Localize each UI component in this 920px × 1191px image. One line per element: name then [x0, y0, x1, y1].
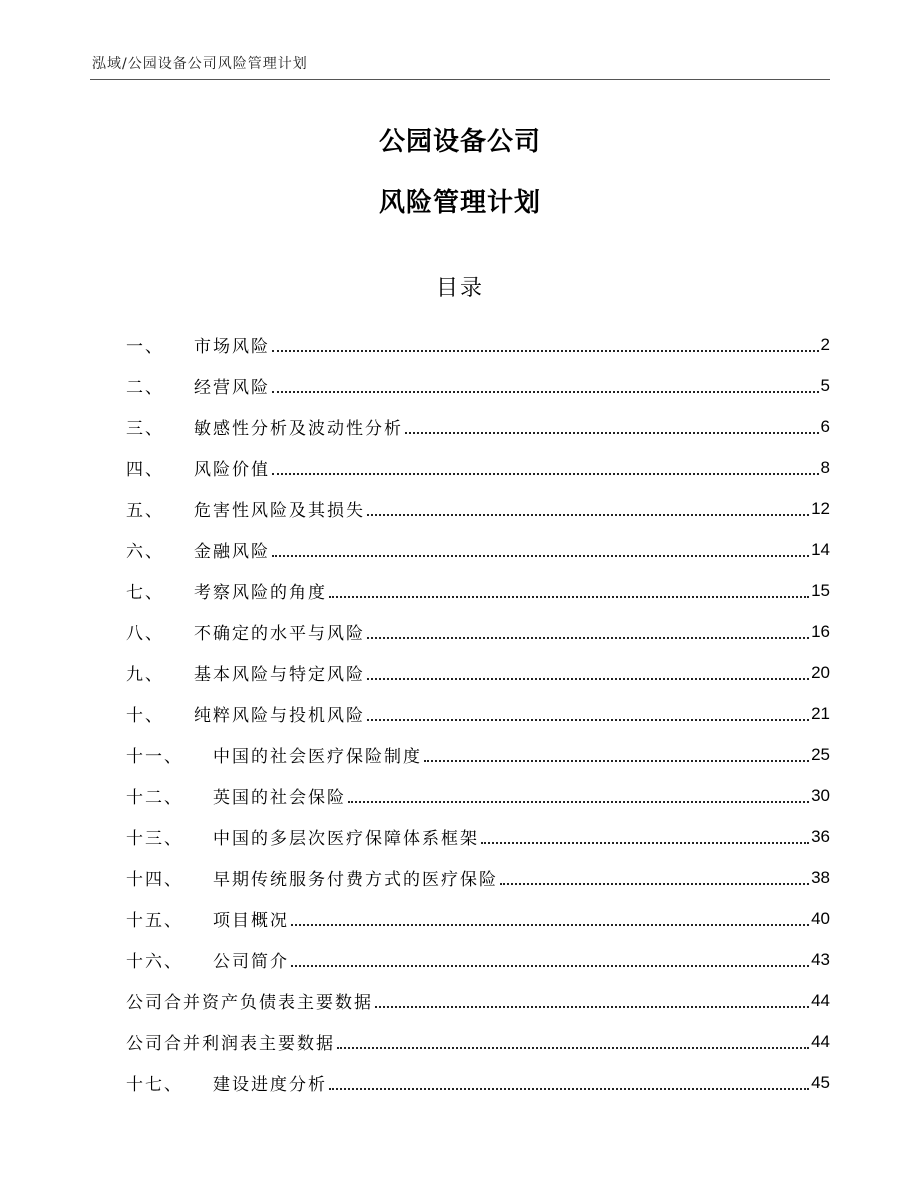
toc-entry[interactable] [126, 816, 830, 857]
toc-dot-leader [481, 842, 809, 844]
toc-entry-label [126, 496, 365, 521]
toc-dot-leader [272, 391, 819, 393]
toc-entry-number: 十七、 [126, 1075, 183, 1095]
toc-entry-number: 一、 [126, 337, 164, 357]
toc-dot-leader [367, 678, 809, 680]
toc-entry-page-number: 45 [811, 1072, 830, 1092]
toc-entry-number: 九、 [126, 665, 164, 685]
toc-entry-text: 危害性风险及其损失 [194, 501, 365, 521]
toc-entry-page-number: 5 [820, 375, 830, 395]
toc-entry-number: 十三、 [126, 829, 183, 849]
toc-entry-number: 十五、 [126, 911, 183, 931]
toc-entry-text: 公司简介 [213, 952, 289, 972]
toc-entry-page-number: 36 [811, 826, 830, 846]
toc-entry-label [126, 537, 270, 562]
toc-entry-number: 十六、 [126, 952, 183, 972]
toc-entry-text: 中国的多层次医疗保障体系框架 [213, 829, 479, 849]
toc-dot-leader [291, 924, 809, 926]
toc-entry-label [126, 824, 479, 849]
toc-entry-number: 十一、 [126, 747, 183, 767]
toc-entry-page-number: 38 [811, 867, 830, 887]
toc-entry-label [126, 988, 373, 1013]
running-header: 泓域/公园设备公司风险管理计划 [92, 56, 308, 72]
toc-entry[interactable] [126, 652, 830, 693]
toc-entry-text: 敏感性分析及波动性分析 [194, 419, 403, 439]
toc-dot-leader [329, 596, 809, 598]
toc-dot-leader [329, 1088, 809, 1090]
toc-dot-leader [424, 760, 809, 762]
toc-entry-page-number: 2 [820, 334, 830, 354]
toc-entry-text: 纯粹风险与投机风险 [194, 706, 365, 726]
toc-entry-page-number: 15 [811, 580, 830, 600]
toc-entry-page-number: 25 [811, 744, 830, 764]
toc-entry[interactable] [126, 775, 830, 816]
toc-entry-page-number: 30 [811, 785, 830, 805]
toc-entry[interactable] [126, 488, 830, 529]
toc-entry-page-number: 20 [811, 662, 830, 682]
toc-entry-text: 风险价值 [194, 460, 270, 480]
toc-entry-text: 市场风险 [194, 337, 270, 357]
toc-dot-leader [375, 1006, 809, 1008]
toc-entry-text: 金融风险 [194, 542, 270, 562]
toc-entry-label [126, 701, 365, 726]
toc-entry[interactable] [126, 570, 830, 611]
toc-entry-label [126, 578, 327, 603]
header-rule [90, 79, 830, 80]
toc-entry-page-number: 16 [811, 621, 830, 641]
toc-entry-number: 七、 [126, 583, 164, 603]
toc-entry-label [126, 742, 422, 767]
toc-entry-number: 十、 [126, 706, 164, 726]
toc-entry-text: 基本风险与特定风险 [194, 665, 365, 685]
toc-dot-leader [367, 514, 809, 516]
toc-entry[interactable] [126, 693, 830, 734]
toc-entry-number: 六、 [126, 542, 164, 562]
toc-entry-text: 早期传统服务付费方式的医疗保险 [213, 870, 498, 890]
toc-entry-text: 不确定的水平与风险 [194, 624, 365, 644]
toc-entry[interactable] [126, 898, 830, 939]
toc-dot-leader [272, 473, 819, 475]
toc-heading: 目录 [435, 276, 484, 301]
toc-entry-page-number: 44 [811, 990, 830, 1010]
toc-entry-label [126, 1029, 335, 1054]
toc-entry-label [126, 373, 270, 398]
table-of-contents [126, 324, 830, 1103]
toc-dot-leader [272, 555, 809, 557]
toc-entry-label [126, 332, 270, 357]
toc-entry-text: 考察风险的角度 [194, 583, 327, 603]
toc-entry-number: 八、 [126, 624, 164, 644]
toc-entry-text: 经营风险 [194, 378, 270, 398]
toc-entry-page-number: 43 [811, 949, 830, 969]
toc-dot-leader [291, 965, 809, 967]
toc-entry-text: 英国的社会保险 [213, 788, 346, 808]
toc-entry-label [126, 455, 270, 480]
toc-entry-label [126, 783, 346, 808]
toc-entry[interactable] [126, 1062, 830, 1103]
toc-entry[interactable] [126, 365, 830, 406]
toc-dot-leader [500, 883, 809, 885]
toc-entry-label [126, 947, 289, 972]
toc-entry-page-number: 40 [811, 908, 830, 928]
document-title-line-1: 公园设备公司 [378, 127, 541, 157]
toc-entry-label [126, 906, 289, 931]
toc-entry-page-number: 14 [811, 539, 830, 559]
toc-entry[interactable] [126, 529, 830, 570]
toc-dot-leader [405, 432, 819, 434]
toc-entry[interactable] [126, 857, 830, 898]
toc-dot-leader [348, 801, 809, 803]
toc-entry-number: 二、 [126, 378, 164, 398]
toc-entry-label [126, 660, 365, 685]
toc-entry-text: 建设进度分析 [213, 1075, 327, 1095]
toc-entry-page-number: 21 [811, 703, 830, 723]
toc-entry[interactable] [126, 324, 830, 365]
toc-entry-text: 公司合并资产负债表主要数据 [126, 993, 373, 1013]
toc-entry-label [126, 1070, 327, 1095]
toc-dot-leader [272, 350, 819, 352]
toc-entry-label [126, 414, 403, 439]
toc-entry-page-number: 8 [820, 457, 830, 477]
toc-entry-number: 十二、 [126, 788, 183, 808]
toc-entry[interactable] [126, 980, 830, 1021]
document-title-line-2: 风险管理计划 [378, 188, 541, 218]
toc-entry[interactable] [126, 611, 830, 652]
toc-entry-label [126, 619, 365, 644]
toc-entry-page-number: 12 [811, 498, 830, 518]
toc-entry-page-number: 44 [811, 1031, 830, 1051]
toc-entry-number: 五、 [126, 501, 164, 521]
toc-entry-text: 中国的社会医疗保险制度 [213, 747, 422, 767]
toc-dot-leader [337, 1047, 809, 1049]
toc-entry-page-number: 6 [820, 416, 830, 436]
toc-dot-leader [367, 719, 809, 721]
toc-entry[interactable] [126, 447, 830, 488]
toc-entry[interactable] [126, 1021, 830, 1062]
toc-entry-number: 十四、 [126, 870, 183, 890]
toc-entry-text: 公司合并利润表主要数据 [126, 1034, 335, 1054]
toc-entry[interactable] [126, 734, 830, 775]
toc-entry-label [126, 865, 498, 890]
toc-entry-number: 三、 [126, 419, 164, 439]
toc-entry[interactable] [126, 939, 830, 980]
toc-entry[interactable] [126, 406, 830, 447]
toc-entry-text: 项目概况 [213, 911, 289, 931]
toc-dot-leader [367, 637, 809, 639]
toc-entry-number: 四、 [126, 460, 164, 480]
